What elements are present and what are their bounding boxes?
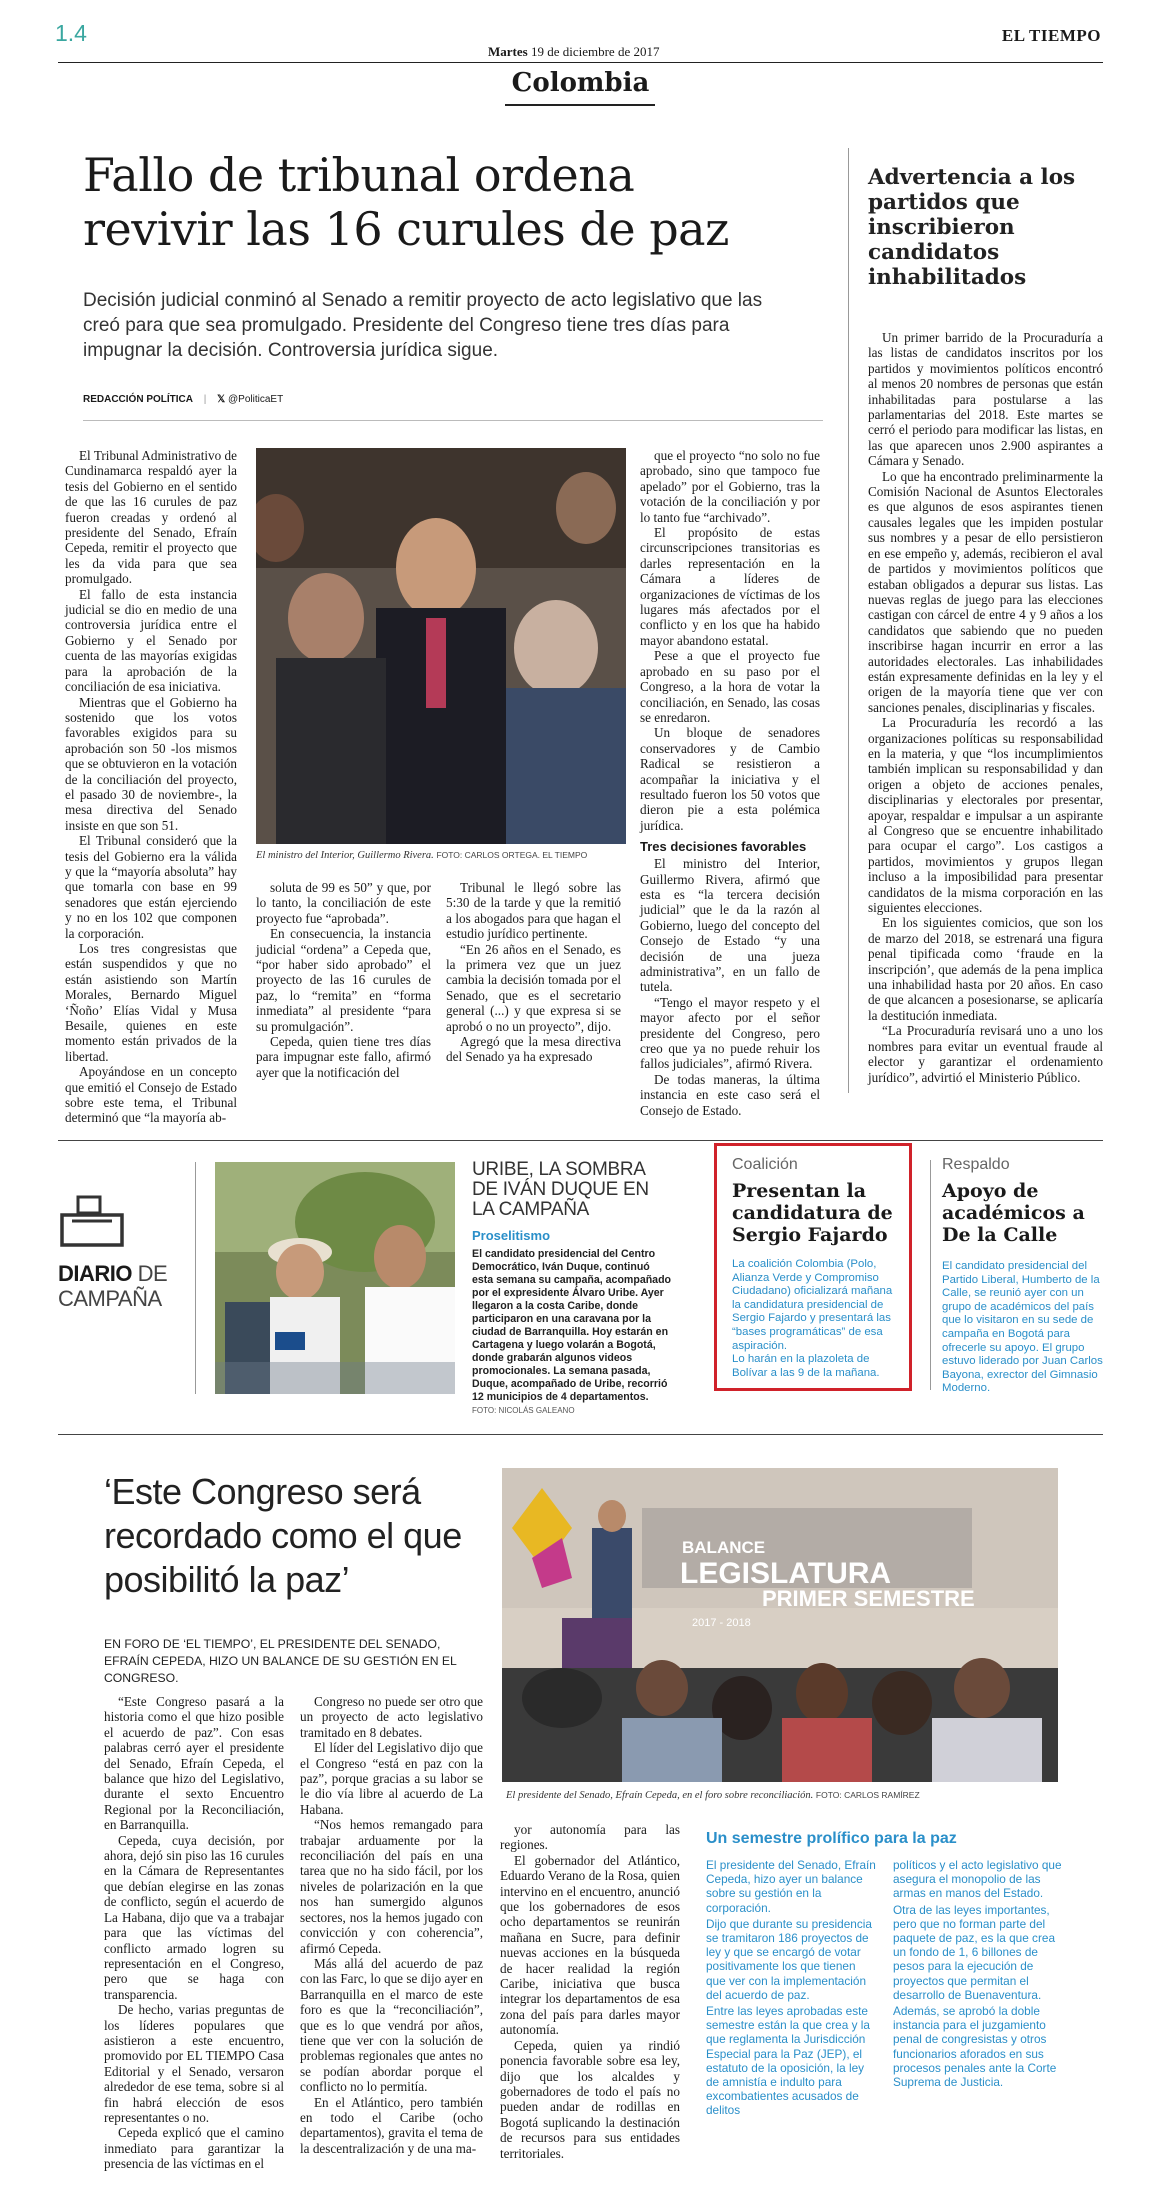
main-photo-credit: FOTO: CARLOS ORTEGA. EL TIEMPO bbox=[436, 850, 588, 860]
twitter-handle: @PoliticaET bbox=[228, 394, 284, 405]
diario-logo-line1 bbox=[58, 1262, 188, 1286]
section-rule bbox=[505, 104, 655, 106]
paragraph: El fallo de esta instancia judicial se dio en medio de una controversia jurídica entre el Gobierno y el Senado por cuenta de las mayorías exigidas para la aprobación de la conciliación de esa iniciativa. bbox=[65, 586, 237, 695]
respaldo-kicker: Respaldo bbox=[942, 1156, 1010, 1173]
diario-bottom-rule bbox=[58, 1434, 1103, 1435]
uribe-text-p2: La semana pasada, Duque, acompañado de Uribe, recorrió 12 municipios de 4 departamentos. bbox=[472, 1365, 668, 1403]
main-col-1 bbox=[65, 448, 237, 1126]
semestre-box-col-1 bbox=[706, 1858, 878, 2118]
main-photo-caption bbox=[256, 850, 626, 861]
paragraph: El ministro del Interior, Guillermo Rivera, afirmó que esta es “la tercera decisión judicial” que le da la razón al Gobierno, luego del concepto del Consejo de Estado “y una decisión de una jueza administrativa”, en un fallo de tutela. bbox=[640, 856, 820, 995]
paragraph: Cepeda, cuya decisión, por ahora, dejó sin piso las 16 curules en la Cámara de Representantes que debían elegirse en las zonas de conflicto, según el acuerdo de La Habana, dijo que va a trabajar para que las víctimas del conflicto armado logren su representación en el Congreso, pero que se haga con transparencia. bbox=[104, 1832, 284, 2002]
sidebar-text bbox=[868, 330, 1103, 1085]
respaldo-title: Apoyo de académicos a De la Calle bbox=[942, 1180, 1085, 1246]
paragraph: Un bloque de senadores conservadores y de Cambio Radical se resistieron a acompañar la iniciativa y el resultado fueron los 50 votos que dieron pie a esta polémica jurídica. bbox=[640, 725, 820, 833]
paragraph: Cepeda explicó que el camino inmediato para garantizar la presencia de las víctimas en el bbox=[104, 2125, 284, 2172]
main-col-2 bbox=[256, 880, 431, 1080]
paragraph: “Tengo el mayor respeto y el mayor afecto por el señor presidente del Congreso, pero creo que ya no puede rehuir los fallos judiciales”, afirmó Rivera. bbox=[640, 994, 820, 1072]
paragraph: soluta de 99 es 50” y que, por lo tanto, la conciliación de este proyecto fue “aprobada”. bbox=[256, 880, 431, 926]
page-number-text: 1.4 bbox=[55, 20, 87, 46]
semestre-box-col-2 bbox=[893, 1858, 1065, 2089]
paragraph: “La Procuraduría revisará uno a uno los nombres para evitar un eventual fraude al elector y garantizar el ordenamiento jurídico”, advirtió el Ministerio Público. bbox=[868, 1023, 1103, 1085]
paragraph: yor autonomía para las regiones. bbox=[500, 1822, 680, 1853]
sidebar-headline: Advertencia a los partidos que inscribieron candidatos inhabilitados bbox=[868, 165, 1076, 290]
paragraph: De todas maneras, la última instancia en este caso será el Consejo de Estado. bbox=[640, 1071, 820, 1118]
paragraph: Cepeda, quien tiene tres días para impugnar este fallo, afirmó ayer que la notificación del bbox=[256, 1034, 431, 1080]
paragraph: Pese a que el proyecto fue aprobado en su paso por el Congreso, a la hora de votar la conciliación, en Senado, las cosas se enredaron. bbox=[640, 648, 820, 725]
congreso-col-2 bbox=[300, 1694, 483, 2156]
diario-top-rule bbox=[58, 1140, 1103, 1141]
paragraph: El propósito de estas circunscripciones transitorias es darles representación en la Cámara a líderes de organizaciones de víctimas de los lugares más afectados por el conflicto y en los que ha habido mayor abandono estatal. bbox=[640, 525, 820, 648]
paragraph: Además, se aprobó la doble instancia para el juzgamiento penal de congresistas y otros funcionarios aforados en sus procesos penales ante la Corte Suprema de Justicia. bbox=[893, 2004, 1057, 2090]
photo-illustration bbox=[256, 448, 626, 844]
page-number bbox=[55, 20, 87, 47]
diario-logo-light: DE bbox=[132, 1261, 168, 1286]
paragraph: El líder del Legislativo dijo que el Congreso “está en paz con la paz”, porque gracias a su labor se le dio vía libre al acuerdo de La Habana. bbox=[300, 1740, 483, 1817]
banner-semestre: PRIMER SEMESTRE bbox=[762, 1586, 975, 1611]
congreso-headline: ‘Este Congreso será recordado como el que posibilitó la paz’ bbox=[104, 1471, 462, 1600]
diario-logo-line2: CAMPAÑA bbox=[58, 1286, 162, 1311]
paragraph: Entre las leyes aprobadas este semestre están la que crea y la que reglamenta la Jurisdicción Especial para la Paz (JEP), el estatuto de la oposición, la ley de amnistía e indulto para excombatientes acusados de delitos bbox=[706, 2004, 870, 2118]
paragraph: El gobernador del Atlántico, Eduardo Verano de la Rosa, quien intervino en el encuentro, anunció que los gobernadores de esos ocho departamentos se reunirán mañana en Sucre, para definir nuevas acciones en la búsqueda de hacer realidad la región Caribe, iniciativa que busca integrar los departamentos de esa zona del país para darles mayor autonomía. bbox=[500, 1852, 680, 2038]
paragraph: El presidente del Senado, Efraín Cepeda, hizo ayer un balance sobre su gestión en la corporación. bbox=[706, 1858, 876, 1915]
paragraph: Tribunal le llegó sobre las 5:30 de la tarde y que la remitió a los abogados para que hagan el estudio jurídico pertinente. bbox=[446, 880, 621, 942]
interior-minister-photo bbox=[256, 448, 626, 844]
paragraph: La Procuraduría les recordó a las organizaciones políticas su responsabilidad en la materia, y que “los incumplimientos también implican su responsabilidad y dan origen a objeto de acciones penales, disciplinarias y electorales por presentar, apoyar, respaldar e impulsar a un aspirante al Congreso que se encuentre inhabilitado para ocupar el cargo”. Los castigos a partidos, movimientos y grupos llegan incluso a la imposibilidad para presentar candidatos de la misma corporación en las siguientes elecciones. bbox=[868, 715, 1103, 916]
uribe-credit: FOTO: NICOLÁS GALEANO bbox=[472, 1406, 575, 1415]
main-headline: Fallo de tribunal ordena revivir las 16 curules de paz bbox=[83, 148, 729, 256]
byline-sep: | bbox=[203, 394, 207, 405]
date-rest: 19 de diciembre de 2017 bbox=[530, 44, 660, 59]
paragraph: “Este Congreso pasará a la historia como el que hizo posible el acuerdo de paz”. Con esas palabras cerró ayer el presidente del Senado, Efraín Cepeda, el balance que hizo del Legislativo, durante el sexto Encuentro Regional por la Reconciliación, en Barranquilla. bbox=[104, 1694, 284, 1833]
paragraph: Lo que ha encontrado preliminarmente la Comisión Nacional de Asuntos Electorales es que algunos de esos aspirantes tienen causales legales que les impiden postular sus nombres y a pesar de ello persistieron en ese empeño y, además, recibieron el aval de partidos y movimientos políticos que estaban obligados a depurar sus listas. Las nuevas reglas de juego para las elecciones castigan con cárcel de entre 4 y 9 años a los candidatos que sabiendo que no pueden inscribirse hagan incurrir en error a las autoridades electorales. Las inhabilidades están expresamente definidas en la ley y el origen de la mayoría tiene que ver con sanciones penales, disciplinarias y fiscales. bbox=[868, 468, 1103, 715]
fajardo-text bbox=[732, 1258, 902, 1380]
banner-balance: BALANCE bbox=[682, 1538, 766, 1557]
byline bbox=[83, 394, 283, 405]
congreso-photo-caption-text: El presidente del Senado, Efraín Cepeda, en el foro sobre reconciliación. bbox=[506, 1790, 814, 1801]
paragraph: Congreso no puede ser otro que un proyecto de acto legislativo tramitado en 8 debates. bbox=[300, 1694, 483, 1740]
paragraph: Cepeda, quien ya rindió ponencia favorable sobre esa ley, dijo que los alcaldes y gobernadores de todo el país no pueden andar de rodillas en Bogotá suplicando la destinación de recursos para sus entidades territoriales. bbox=[500, 2037, 680, 2161]
main-photo-caption-text: El ministro del Interior, Guillermo Rivera. bbox=[256, 850, 434, 861]
main-col-4 bbox=[640, 448, 820, 1118]
fajardo-title: Presentan la candidatura de Sergio Fajardo bbox=[732, 1180, 893, 1246]
date-day: Martes bbox=[488, 44, 528, 59]
paragraph: En el Atlántico, pero también en todo el Caribe (ocho departamentos), gravita el tema de la descentralización y de una ma- bbox=[300, 2094, 483, 2156]
paragraph: Dijo que durante su presidencia se tramitaron 186 proyectos de ley y que se encargó de votar positivamente los que tienen que ver con la implementación del acuerdo de paz. bbox=[706, 1916, 872, 2002]
paragraph: De hecho, varias preguntas de los líderes populares que asistieron a este encuentro, promovido por EL TIEMPO Casa Editorial y el Senado, versaron alrededor de ese tema, sobre si al fin habrá elección de esos representantes o no. bbox=[104, 2002, 284, 2125]
diario-logo bbox=[58, 1262, 188, 1312]
congreso-photo-caption bbox=[506, 1790, 1062, 1801]
twitter-icon: 𝕏 bbox=[217, 394, 226, 405]
subhead-tres-decisiones: Tres decisiones favorables bbox=[640, 839, 807, 855]
header-rule bbox=[58, 62, 1103, 63]
congreso-photo-credit: FOTO: CARLOS RAMÍREZ bbox=[815, 1790, 920, 1800]
paragraph: En los siguientes comicios, que son los de marzo del 2018, se estrenará una figura penal tipificada como ‘fraude en la inscripción’, que además de la pena implica una inhabilidad hasta por 20 años. En caso de que alcancen a posesionarse, se aplicaría la destitución inmediata. bbox=[868, 915, 1103, 1023]
congreso-col-3 bbox=[500, 1822, 680, 2161]
congreso-col-1 bbox=[104, 1694, 284, 2172]
paragraph: El Tribunal Administrativo de Cundinamarca respaldó ayer la tesis del Gobierno en el sentido de que las 16 curules de paz fueron creadas y ordenó al presidente del Senado, Efraín Cepeda, remitir el proyecto que les da vida para que sea promulgado. bbox=[65, 448, 237, 587]
paragraph: Más allá del acuerdo de paz con las Farc, lo que se dijo ayer en Barranquilla en el marco de este foro es que la “reconciliación”, que es lo que vendrá por años, tiene que ver con la solución de problemas regionales que antes no se podían abordar porque el conflicto no lo permitía. bbox=[300, 1955, 483, 2095]
main-deck: Decisión judicial conminó al Senado a remitir proyecto de acto legislativo que las creó para que sea promulgado. Presidente del Congreso tiene tres días para impugnar la decisión. Controversia jurídica sigue. bbox=[83, 290, 763, 361]
respaldo-divider bbox=[930, 1160, 931, 1390]
uribe-text bbox=[472, 1248, 672, 1417]
paragraph: Un primer barrido de la Procuraduría a las listas de candidatos inscritos por los partidos y movimientos políticos encontró al menos 20 nombres de personas que están inhabilitadas para postularse a las parlamentarias del 2018. Este martes se cerró el periodo para modificar las listas, en las que aparecen unos 2.900 aspirantes a Cámara y Senado. bbox=[868, 330, 1103, 469]
paragraph: Los tres congresistas que están suspendidos y que no están asistiendo son Martín Morales, Bernardo Miguel ‘Ñoño’ Elías Vidal y Musa Besaile, quienes en este momento están privados de la libertad. bbox=[65, 941, 237, 1064]
banner-year: 2017 - 2018 bbox=[692, 1617, 751, 1629]
uribe-kicker: Proselitismo bbox=[472, 1228, 551, 1243]
paragraph: El Tribunal consideró que la tesis del Gobierno era la válida y que la “mayoría absoluta” hay que tomarla con base en 99 senadores que están ejerciendo y no en los 102 que componen la corporación. bbox=[65, 833, 237, 941]
semestre-box-title: Un semestre prolífico para la paz bbox=[706, 1830, 957, 1847]
paragraph: Otra de las leyes importantes, pero que no forman parte del paquete de paz, es la que crea un fondo de 1, 6 billones de pesos para la ejecución de proyectos que permitan el desarrollo de Buenaventura. bbox=[893, 1902, 1055, 2002]
uribe-title: URIBE, LA SOMBRA DE IVÁN DUQUE EN LA CAMPAÑA bbox=[472, 1159, 649, 1220]
fajardo-kicker: Coalición bbox=[732, 1156, 798, 1173]
respaldo-text: El candidato presidencial del Partido Liberal, Humberto de la Calle, se reunió ayer con un grupo de académicos del país que lo visitaron en su sede de campaña en Bogotá para ofrecerle su apoyo. El grupo estuvo liderado por Juan Carlos Bayona, exrector del Gimnasio Moderno. bbox=[942, 1260, 1103, 1395]
fajardo-text-p2: Lo harán en la plazoleta de Bolívar a las 9 de la mañana. bbox=[732, 1353, 880, 1379]
congreso-deck: EN FORO DE ‘EL TIEMPO’, EL PRESIDENTE DEL SENADO, EFRAÍN CEPEDA, HIZO UN BALANCE DE SU GESTIÓN EN EL CONGRESO. bbox=[104, 1637, 457, 1685]
date-line bbox=[488, 44, 659, 60]
brand-logo: EL TIEMPO bbox=[1001, 26, 1101, 45]
paragraph: “En 26 años en el Senado, es la primera vez que un juez cambia la decisión tomada por el Senado, que es el secretario general (...) y que expresa si se aprobó o no un proyecto”, dijo. bbox=[446, 941, 621, 1034]
banner-legislatura: LEGISLATURA bbox=[680, 1557, 892, 1590]
fajardo-text-p1: La coalición Colombia (Polo, Alianza Verde y Compromiso Ciudadano) oficializará mañana la candidatura presidencial de Sergio Fajardo y presentará las “bases programáticas” de esa aspiración. bbox=[732, 1258, 893, 1352]
diario-logo-divider bbox=[195, 1162, 196, 1394]
section-name: Colombia bbox=[511, 68, 650, 98]
paragraph: Apoyándose en un concepto que emitió el Consejo de Estado sobre este tema, el Tribunal determinó que “la mayoría ab- bbox=[65, 1064, 237, 1126]
paragraph: que el proyecto “no solo no fue aprobado, sino que tampoco fue apelado” por el Gobierno, tras la votación de la conciliación y por lo tanto fue “archivado”. bbox=[640, 448, 820, 525]
paragraph: Mientras que el Gobierno ha sostenido que los votos favorables exigidos para su aprobación son 50 -los mismos que se obtuvieron en la votación de la conciliación del proyecto, el pasado 30 de noviembre-, la mesa directiva del Senado insiste en que son 51. bbox=[65, 694, 237, 833]
ballot-box-icon bbox=[58, 1195, 126, 1247]
main-col-3 bbox=[446, 880, 621, 1065]
sidebar-divider bbox=[848, 148, 849, 1093]
paragraph: políticos y el acto legislativo que asegura el monopolio de las armas en manos del Estado. bbox=[893, 1858, 1062, 1901]
uribe-duque-photo bbox=[215, 1162, 455, 1394]
cepeda-forum-photo bbox=[502, 1468, 1058, 1782]
paragraph: Agregó que la mesa directiva del Senado ya ha expresado bbox=[446, 1034, 621, 1065]
diario-logo-bold: DIARIO bbox=[58, 1261, 132, 1286]
paragraph: En consecuencia, la instancia judicial “ordena” a Cepeda que, “por haber sido aprobado” el proyecto de las 16 curules de paz, lo “remita” en “forma inmediata” al presidente “para su promulgación”. bbox=[256, 926, 431, 1034]
paragraph: “Nos hemos remangado para trabajar arduamente por la reconciliación del país en una tarea que no ha sido fácil, por los niveles de polarización en la que nos han sumergido algunos sectores, nos la hemos jugado con convicción y con coherencia”, afirmó Cepeda. bbox=[300, 1817, 483, 1956]
uribe-text-p1: El candidato presidencial del Centro Democrático, Iván Duque, continuó esta semana su campaña, acompañado por el expresidente Álvaro Uribe. Ayer llegaron a la costa Caribe, donde participaron en una caravana por la ciudad de Barranquilla. Hoy estarán en Cartagena y luego volarán a Bogotá, donde grabarán algunos videos promocionales. bbox=[472, 1248, 672, 1377]
byline-name: REDACCIÓN POLÍTICA bbox=[83, 394, 193, 405]
byline-rule bbox=[83, 420, 823, 421]
